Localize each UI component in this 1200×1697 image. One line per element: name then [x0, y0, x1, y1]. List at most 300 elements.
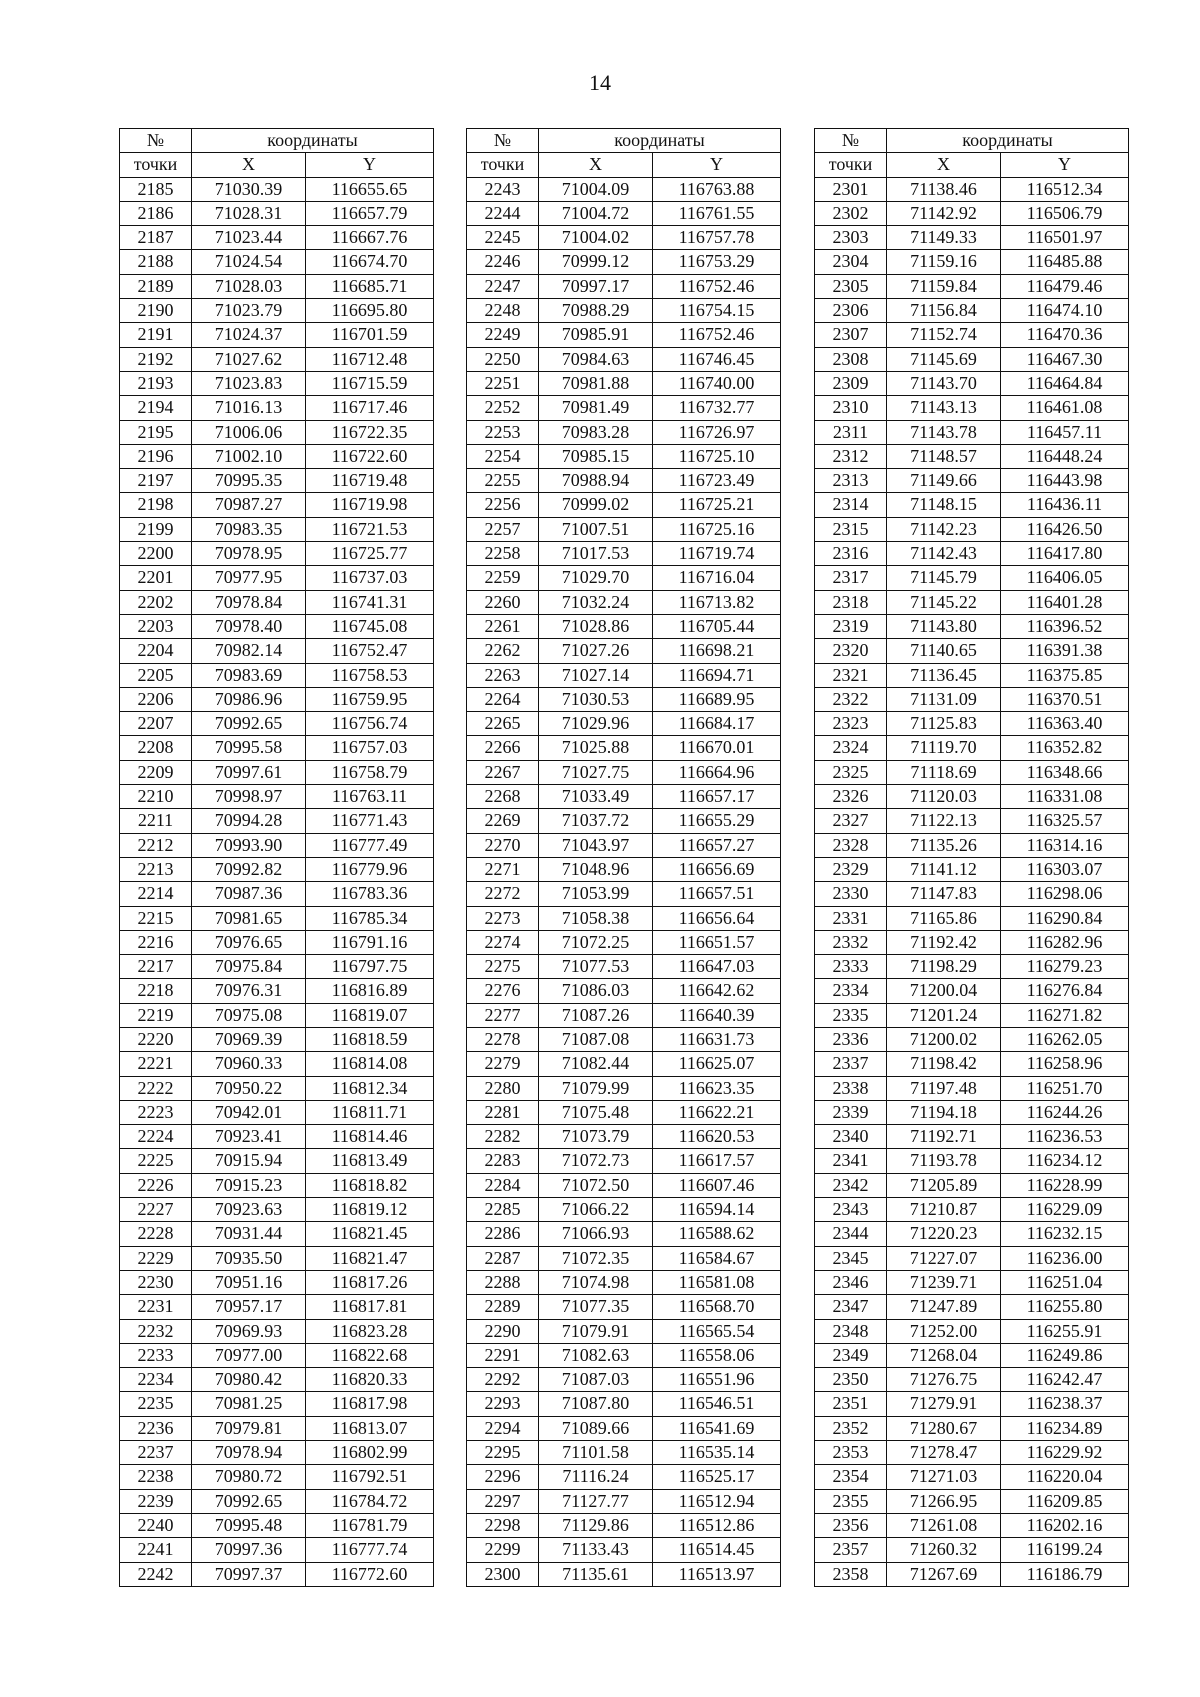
table-row [467, 347, 781, 371]
y-coordinate-cell: 116719.98 [306, 493, 434, 517]
table-row [120, 1222, 434, 1246]
point-number-cell: 2357 [815, 1538, 887, 1562]
table-row [467, 1392, 781, 1416]
table-row [815, 614, 1129, 638]
point-number-cell: 2229 [120, 1246, 192, 1270]
table-row [467, 1416, 781, 1440]
table-row [120, 396, 434, 420]
point-number-cell: 2196 [120, 444, 192, 468]
table-row [467, 1489, 781, 1513]
table-row [467, 420, 781, 444]
table-row [815, 857, 1129, 881]
point-number-cell: 2198 [120, 493, 192, 517]
point-number-cell: 2239 [120, 1489, 192, 1513]
y-coordinate-cell: 116623.35 [653, 1076, 781, 1100]
y-coordinate-cell: 116640.39 [653, 1003, 781, 1027]
table-row [120, 857, 434, 881]
table-row [467, 614, 781, 638]
x-coordinate-cell: 71002.10 [192, 444, 306, 468]
x-coordinate-cell: 71261.08 [887, 1513, 1001, 1537]
table-row [815, 299, 1129, 323]
y-coordinate-cell: 116777.74 [306, 1538, 434, 1562]
point-number-cell: 2316 [815, 542, 887, 566]
point-number-cell: 2209 [120, 760, 192, 784]
table-row [815, 566, 1129, 590]
table-row [467, 566, 781, 590]
y-coordinate-cell: 116279.23 [1001, 955, 1129, 979]
point-number-cell: 2283 [467, 1149, 539, 1173]
y-coordinate-cell: 116758.53 [306, 663, 434, 687]
y-coordinate-cell: 116262.05 [1001, 1027, 1129, 1051]
point-number-cell: 2267 [467, 760, 539, 784]
point-number-cell: 2301 [815, 177, 887, 201]
y-coordinate-cell: 116664.96 [653, 760, 781, 784]
table-row [815, 639, 1129, 663]
table-row [467, 979, 781, 1003]
point-number-cell: 2358 [815, 1562, 887, 1586]
point-number-cell: 2300 [467, 1562, 539, 1586]
table-row [815, 469, 1129, 493]
table-row [815, 1125, 1129, 1149]
x-coordinate-cell: 71006.06 [192, 420, 306, 444]
x-coordinate-cell: 71027.14 [539, 663, 653, 687]
table-row [467, 663, 781, 687]
x-coordinate-cell: 71027.75 [539, 760, 653, 784]
table-row [120, 955, 434, 979]
point-number-cell: 2286 [467, 1222, 539, 1246]
x-coordinate-cell: 71077.35 [539, 1295, 653, 1319]
x-coordinate-cell: 71192.42 [887, 930, 1001, 954]
point-number-cell: 2204 [120, 639, 192, 663]
y-coordinate-cell: 116745.08 [306, 614, 434, 638]
x-coordinate-cell: 71149.66 [887, 469, 1001, 493]
table-row [120, 469, 434, 493]
y-coordinate-cell: 116546.51 [653, 1392, 781, 1416]
x-coordinate-cell: 71120.03 [887, 785, 1001, 809]
table-row [120, 299, 434, 323]
point-number-cell: 2276 [467, 979, 539, 1003]
x-coordinate-cell: 71030.39 [192, 177, 306, 201]
y-coordinate-cell: 116816.89 [306, 979, 434, 1003]
y-coordinate-cell: 116348.66 [1001, 760, 1129, 784]
table-row [467, 396, 781, 420]
y-coordinate-cell: 116674.70 [306, 250, 434, 274]
point-number-cell: 2264 [467, 687, 539, 711]
y-coordinate-cell: 116464.84 [1001, 371, 1129, 395]
x-coordinate-cell: 70983.35 [192, 517, 306, 541]
point-number-cell: 2269 [467, 809, 539, 833]
point-number-cell: 2270 [467, 833, 539, 857]
table-row [467, 785, 781, 809]
table-row [120, 1173, 434, 1197]
point-number-cell: 2345 [815, 1246, 887, 1270]
point-number-cell: 2266 [467, 736, 539, 760]
x-coordinate-cell: 70980.42 [192, 1368, 306, 1392]
y-coordinate-cell: 116701.59 [306, 323, 434, 347]
x-coordinate-cell: 70999.02 [539, 493, 653, 517]
x-coordinate-cell: 71143.80 [887, 614, 1001, 638]
y-coordinate-cell: 116622.21 [653, 1100, 781, 1124]
point-number-cell: 2221 [120, 1052, 192, 1076]
y-coordinate-cell: 116781.79 [306, 1513, 434, 1537]
x-coordinate-cell: 71028.31 [192, 201, 306, 225]
table-row [120, 1270, 434, 1294]
y-coordinate-cell: 116234.89 [1001, 1416, 1129, 1440]
x-coordinate-cell: 70978.84 [192, 590, 306, 614]
table-body [815, 177, 1129, 1586]
table-row [815, 712, 1129, 736]
y-coordinate-cell: 116752.46 [653, 323, 781, 347]
y-coordinate-cell: 116823.28 [306, 1319, 434, 1343]
table-row [467, 493, 781, 517]
point-number-cell: 2328 [815, 833, 887, 857]
x-coordinate-cell: 70981.88 [539, 371, 653, 395]
y-coordinate-cell: 116822.68 [306, 1343, 434, 1367]
table-row [120, 785, 434, 809]
x-coordinate-cell: 71197.48 [887, 1076, 1001, 1100]
y-coordinate-cell: 116695.80 [306, 299, 434, 323]
y-coordinate-cell: 116199.24 [1001, 1538, 1129, 1562]
table-row [120, 566, 434, 590]
table-row [120, 1368, 434, 1392]
x-coordinate-cell: 71156.84 [887, 299, 1001, 323]
y-coordinate-cell: 116255.91 [1001, 1319, 1129, 1343]
point-number-cell: 2237 [120, 1441, 192, 1465]
table-row [467, 736, 781, 760]
table-row [467, 1513, 781, 1537]
y-coordinate-cell: 116558.06 [653, 1343, 781, 1367]
table-row [467, 590, 781, 614]
y-coordinate-cell: 116314.16 [1001, 833, 1129, 857]
x-coordinate-cell: 70915.23 [192, 1173, 306, 1197]
y-coordinate-cell: 116772.60 [306, 1562, 434, 1586]
point-number-cell: 2288 [467, 1270, 539, 1294]
y-coordinate-cell: 116331.08 [1001, 785, 1129, 809]
point-number-cell: 2295 [467, 1441, 539, 1465]
point-number-cell: 2213 [120, 857, 192, 881]
point-number-cell: 2351 [815, 1392, 887, 1416]
x-coordinate-cell: 71072.35 [539, 1246, 653, 1270]
point-number-cell: 2233 [120, 1343, 192, 1367]
x-coordinate-cell: 71159.84 [887, 274, 1001, 298]
x-coordinate-cell: 70977.95 [192, 566, 306, 590]
page-number: 14 [589, 70, 611, 95]
point-number-cell: 2350 [815, 1368, 887, 1392]
table-row [120, 517, 434, 541]
y-coordinate-cell: 116732.77 [653, 396, 781, 420]
x-coordinate-cell: 71072.73 [539, 1149, 653, 1173]
x-coordinate-cell: 71280.67 [887, 1416, 1001, 1440]
y-coordinate-cell: 116723.49 [653, 469, 781, 493]
table-row [467, 833, 781, 857]
point-number-cell: 2290 [467, 1319, 539, 1343]
y-coordinate-cell: 116758.79 [306, 760, 434, 784]
x-coordinate-cell: 70957.17 [192, 1295, 306, 1319]
table-row [120, 1562, 434, 1586]
x-coordinate-cell: 70986.96 [192, 687, 306, 711]
point-number-cell: 2273 [467, 906, 539, 930]
y-coordinate-cell: 116513.97 [653, 1562, 781, 1586]
table-row [120, 1489, 434, 1513]
y-coordinate-cell: 116406.05 [1001, 566, 1129, 590]
y-coordinate-cell: 116725.16 [653, 517, 781, 541]
y-coordinate-cell: 116746.45 [653, 347, 781, 371]
table-row [815, 1441, 1129, 1465]
point-number-cell: 2342 [815, 1173, 887, 1197]
y-coordinate-cell: 116229.09 [1001, 1198, 1129, 1222]
table-row [815, 1562, 1129, 1586]
point-number-cell: 2222 [120, 1076, 192, 1100]
x-coordinate-cell: 71268.04 [887, 1343, 1001, 1367]
point-number-cell: 2245 [467, 226, 539, 250]
y-coordinate-cell: 116817.81 [306, 1295, 434, 1319]
x-coordinate-cell: 70931.44 [192, 1222, 306, 1246]
x-coordinate-cell: 71127.77 [539, 1489, 653, 1513]
x-coordinate-cell: 71077.53 [539, 955, 653, 979]
x-coordinate-cell: 70969.39 [192, 1027, 306, 1051]
x-coordinate-cell: 70975.08 [192, 1003, 306, 1027]
y-coordinate-cell: 116594.14 [653, 1198, 781, 1222]
table-row [467, 712, 781, 736]
y-coordinate-cell: 116251.70 [1001, 1076, 1129, 1100]
x-coordinate-cell: 71138.46 [887, 177, 1001, 201]
table-row [120, 1246, 434, 1270]
y-coordinate-cell: 116721.53 [306, 517, 434, 541]
x-coordinate-cell: 71247.89 [887, 1295, 1001, 1319]
table-row [120, 1198, 434, 1222]
point-number-cell: 2327 [815, 809, 887, 833]
y-coordinate-cell: 116625.07 [653, 1052, 781, 1076]
point-number-cell: 2217 [120, 955, 192, 979]
y-coordinate-cell: 116670.01 [653, 736, 781, 760]
x-coordinate-cell: 71135.61 [539, 1562, 653, 1586]
point-number-cell: 2305 [815, 274, 887, 298]
point-number-cell: 2303 [815, 226, 887, 250]
point-number-cell: 2227 [120, 1198, 192, 1222]
point-number-cell: 2336 [815, 1027, 887, 1051]
x-coordinate-cell: 70975.84 [192, 955, 306, 979]
x-coordinate-cell: 71027.26 [539, 639, 653, 663]
table-row [815, 1489, 1129, 1513]
table-row [467, 906, 781, 930]
x-coordinate-cell: 70980.72 [192, 1465, 306, 1489]
header-point: точки [120, 153, 192, 177]
table-row [120, 760, 434, 784]
x-coordinate-cell: 71193.78 [887, 1149, 1001, 1173]
table-row [120, 614, 434, 638]
y-coordinate-cell: 116506.79 [1001, 201, 1129, 225]
x-coordinate-cell: 71053.99 [539, 882, 653, 906]
y-coordinate-cell: 116655.65 [306, 177, 434, 201]
x-coordinate-cell: 71142.92 [887, 201, 1001, 225]
y-coordinate-cell: 116396.52 [1001, 614, 1129, 638]
y-coordinate-cell: 116719.48 [306, 469, 434, 493]
y-coordinate-cell: 116391.38 [1001, 639, 1129, 663]
table-row [120, 663, 434, 687]
y-coordinate-cell: 116740.00 [653, 371, 781, 395]
x-coordinate-cell: 71131.09 [887, 687, 1001, 711]
y-coordinate-cell: 116651.57 [653, 930, 781, 954]
y-coordinate-cell: 116631.73 [653, 1027, 781, 1051]
point-number-cell: 2323 [815, 712, 887, 736]
point-number-cell: 2341 [815, 1149, 887, 1173]
x-coordinate-cell: 70997.37 [192, 1562, 306, 1586]
x-coordinate-cell: 70923.41 [192, 1125, 306, 1149]
y-coordinate-cell: 116282.96 [1001, 930, 1129, 954]
point-number-cell: 2285 [467, 1198, 539, 1222]
y-coordinate-cell: 116685.71 [306, 274, 434, 298]
point-number-cell: 2287 [467, 1246, 539, 1270]
y-coordinate-cell: 116238.37 [1001, 1392, 1129, 1416]
y-coordinate-cell: 116512.86 [653, 1513, 781, 1537]
table-row [120, 1295, 434, 1319]
table-row [467, 1319, 781, 1343]
x-coordinate-cell: 70987.27 [192, 493, 306, 517]
x-coordinate-cell: 71037.72 [539, 809, 653, 833]
y-coordinate-cell: 116236.00 [1001, 1246, 1129, 1270]
x-coordinate-cell: 71149.33 [887, 226, 1001, 250]
y-coordinate-cell: 116694.71 [653, 663, 781, 687]
table-row [120, 177, 434, 201]
point-number-cell: 2319 [815, 614, 887, 638]
y-coordinate-cell: 116811.71 [306, 1100, 434, 1124]
x-coordinate-cell: 70997.17 [539, 274, 653, 298]
y-coordinate-cell: 116689.95 [653, 687, 781, 711]
y-coordinate-cell: 116584.67 [653, 1246, 781, 1270]
x-coordinate-cell: 71058.38 [539, 906, 653, 930]
y-coordinate-cell: 116717.46 [306, 396, 434, 420]
table-row [467, 760, 781, 784]
point-number-cell: 2255 [467, 469, 539, 493]
table-row [815, 444, 1129, 468]
table-row [815, 517, 1129, 541]
point-number-cell: 2343 [815, 1198, 887, 1222]
y-coordinate-cell: 116401.28 [1001, 590, 1129, 614]
table-row [467, 809, 781, 833]
x-coordinate-cell: 70981.65 [192, 906, 306, 930]
y-coordinate-cell: 116607.46 [653, 1173, 781, 1197]
y-coordinate-cell: 116234.12 [1001, 1149, 1129, 1173]
y-coordinate-cell: 116436.11 [1001, 493, 1129, 517]
table-row [467, 857, 781, 881]
y-coordinate-cell: 116642.62 [653, 979, 781, 1003]
table-row [120, 833, 434, 857]
x-coordinate-cell: 71087.03 [539, 1368, 653, 1392]
y-coordinate-cell: 116785.34 [306, 906, 434, 930]
y-coordinate-cell: 116818.82 [306, 1173, 434, 1197]
x-coordinate-cell: 71032.24 [539, 590, 653, 614]
point-number-cell: 2252 [467, 396, 539, 420]
table-row [815, 1343, 1129, 1367]
y-coordinate-cell: 116657.51 [653, 882, 781, 906]
point-number-cell: 2280 [467, 1076, 539, 1100]
x-coordinate-cell: 71079.99 [539, 1076, 653, 1100]
table-row [467, 1295, 781, 1319]
table-row [467, 250, 781, 274]
table-row [815, 1465, 1129, 1489]
y-coordinate-cell: 116485.88 [1001, 250, 1129, 274]
y-coordinate-cell: 116713.82 [653, 590, 781, 614]
x-coordinate-cell: 70977.00 [192, 1343, 306, 1367]
y-coordinate-cell: 116647.03 [653, 955, 781, 979]
x-coordinate-cell: 71048.96 [539, 857, 653, 881]
y-coordinate-cell: 116370.51 [1001, 687, 1129, 711]
x-coordinate-cell: 70995.58 [192, 736, 306, 760]
x-coordinate-cell: 70992.65 [192, 712, 306, 736]
point-number-cell: 2274 [467, 930, 539, 954]
x-coordinate-cell: 71141.12 [887, 857, 1001, 881]
y-coordinate-cell: 116715.59 [306, 371, 434, 395]
table-row [815, 274, 1129, 298]
point-number-cell: 2321 [815, 663, 887, 687]
table-row [815, 1295, 1129, 1319]
x-coordinate-cell: 71200.04 [887, 979, 1001, 1003]
x-coordinate-cell: 70978.40 [192, 614, 306, 638]
y-coordinate-cell: 116657.79 [306, 201, 434, 225]
x-coordinate-cell: 71025.88 [539, 736, 653, 760]
y-coordinate-cell: 116236.53 [1001, 1125, 1129, 1149]
table-row [467, 469, 781, 493]
x-coordinate-cell: 71135.26 [887, 833, 1001, 857]
x-coordinate-cell: 71227.07 [887, 1246, 1001, 1270]
point-number-cell: 2193 [120, 371, 192, 395]
y-coordinate-cell: 116656.64 [653, 906, 781, 930]
y-coordinate-cell: 116777.49 [306, 833, 434, 857]
x-coordinate-cell: 70998.97 [192, 785, 306, 809]
table-row [120, 1392, 434, 1416]
point-number-cell: 2207 [120, 712, 192, 736]
table-row [815, 1100, 1129, 1124]
table-row [120, 906, 434, 930]
table-row [120, 930, 434, 954]
point-number-cell: 2275 [467, 955, 539, 979]
header-number: № [120, 129, 192, 153]
point-number-cell: 2258 [467, 542, 539, 566]
point-number-cell: 2256 [467, 493, 539, 517]
point-number-cell: 2332 [815, 930, 887, 954]
y-coordinate-cell: 116655.29 [653, 809, 781, 833]
x-coordinate-cell: 71075.48 [539, 1100, 653, 1124]
point-number-cell: 2188 [120, 250, 192, 274]
table-body [467, 177, 781, 1586]
header-x: X [887, 153, 1001, 177]
x-coordinate-cell: 71143.78 [887, 420, 1001, 444]
point-number-cell: 2236 [120, 1416, 192, 1440]
y-coordinate-cell: 116232.15 [1001, 1222, 1129, 1246]
x-coordinate-cell: 71145.79 [887, 566, 1001, 590]
table-row [120, 1100, 434, 1124]
y-coordinate-cell: 116657.27 [653, 833, 781, 857]
point-number-cell: 2243 [467, 177, 539, 201]
header-number: № [815, 129, 887, 153]
table-row [467, 177, 781, 201]
table-row [815, 1416, 1129, 1440]
point-number-cell: 2247 [467, 274, 539, 298]
point-number-cell: 2317 [815, 566, 887, 590]
table-row [815, 420, 1129, 444]
point-number-cell: 2197 [120, 469, 192, 493]
x-coordinate-cell: 71089.66 [539, 1416, 653, 1440]
x-coordinate-cell: 71028.03 [192, 274, 306, 298]
y-coordinate-cell: 116290.84 [1001, 906, 1129, 930]
x-coordinate-cell: 71017.53 [539, 542, 653, 566]
y-coordinate-cell: 116244.26 [1001, 1100, 1129, 1124]
y-coordinate-cell: 116551.96 [653, 1368, 781, 1392]
table-row [467, 1198, 781, 1222]
point-number-cell: 2340 [815, 1125, 887, 1149]
x-coordinate-cell: 71278.47 [887, 1441, 1001, 1465]
x-coordinate-cell: 71267.69 [887, 1562, 1001, 1586]
